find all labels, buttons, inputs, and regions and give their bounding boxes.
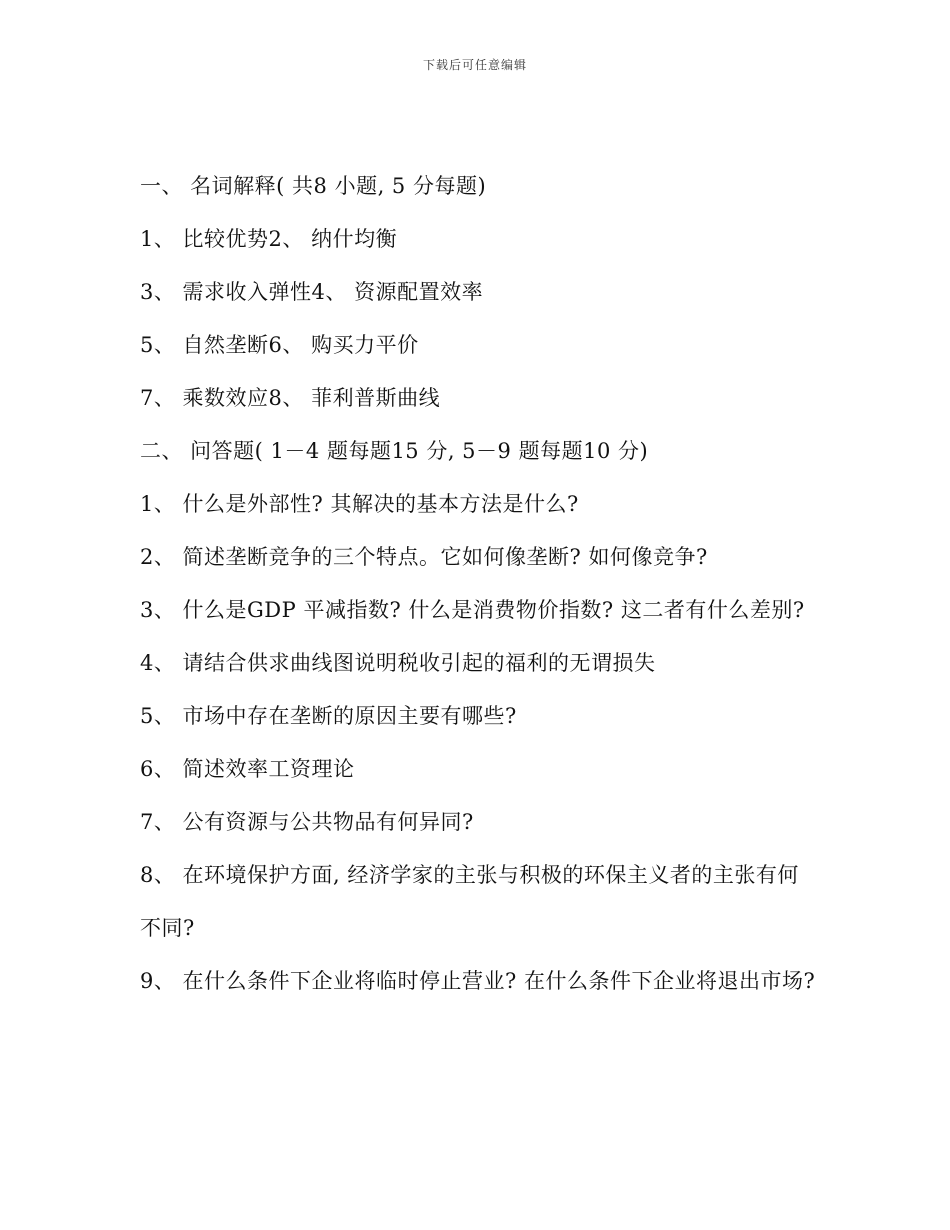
section-2-title: 二、 问答题( 1－4 题每题15 分, 5－9 题每题10 分)	[140, 439, 649, 463]
question-item: 7、 公有资源与公共物品有何异同?	[140, 810, 474, 834]
question-item: 2、 简述垄断竞争的三个特点。它如何像垄断? 如何像竞争?	[140, 545, 708, 569]
section-1-item: 5、 自然垄断6、 购买力平价	[140, 333, 419, 357]
question-item: 6、 简述效率工资理论	[140, 757, 355, 781]
document-body	[140, 160, 820, 1008]
page-header: 下载后可任意编辑	[422, 58, 527, 72]
section-1-item: 7、 乘数效应8、 菲利普斯曲线	[140, 386, 441, 410]
question-item: 3、 什么是GDP 平减指数? 什么是消费物价指数? 这二者有什么差别?	[140, 598, 805, 622]
question-item: 9、 在什么条件下企业将临时停止营业? 在什么条件下企业将退出市场?	[140, 969, 816, 993]
question-item: 8、 在环境保护方面, 经济学家的主张与积极的环保主义者的主张有何不同?	[140, 863, 799, 940]
section-1-item: 1、 比较优势2、 纳什均衡	[140, 227, 398, 251]
question-item: 5、 市场中存在垄断的原因主要有哪些?	[140, 704, 517, 728]
question-item: 4、 请结合供求曲线图说明税收引起的福利的无谓损失	[140, 651, 656, 675]
section-1-item: 3、 需求收入弹性4、 资源配置效率	[140, 280, 484, 304]
section-1-title: 一、 名词解释( 共8 小题, 5 分每题)	[140, 174, 487, 198]
question-item: 1、 什么是外部性? 其解决的基本方法是什么?	[140, 492, 579, 516]
